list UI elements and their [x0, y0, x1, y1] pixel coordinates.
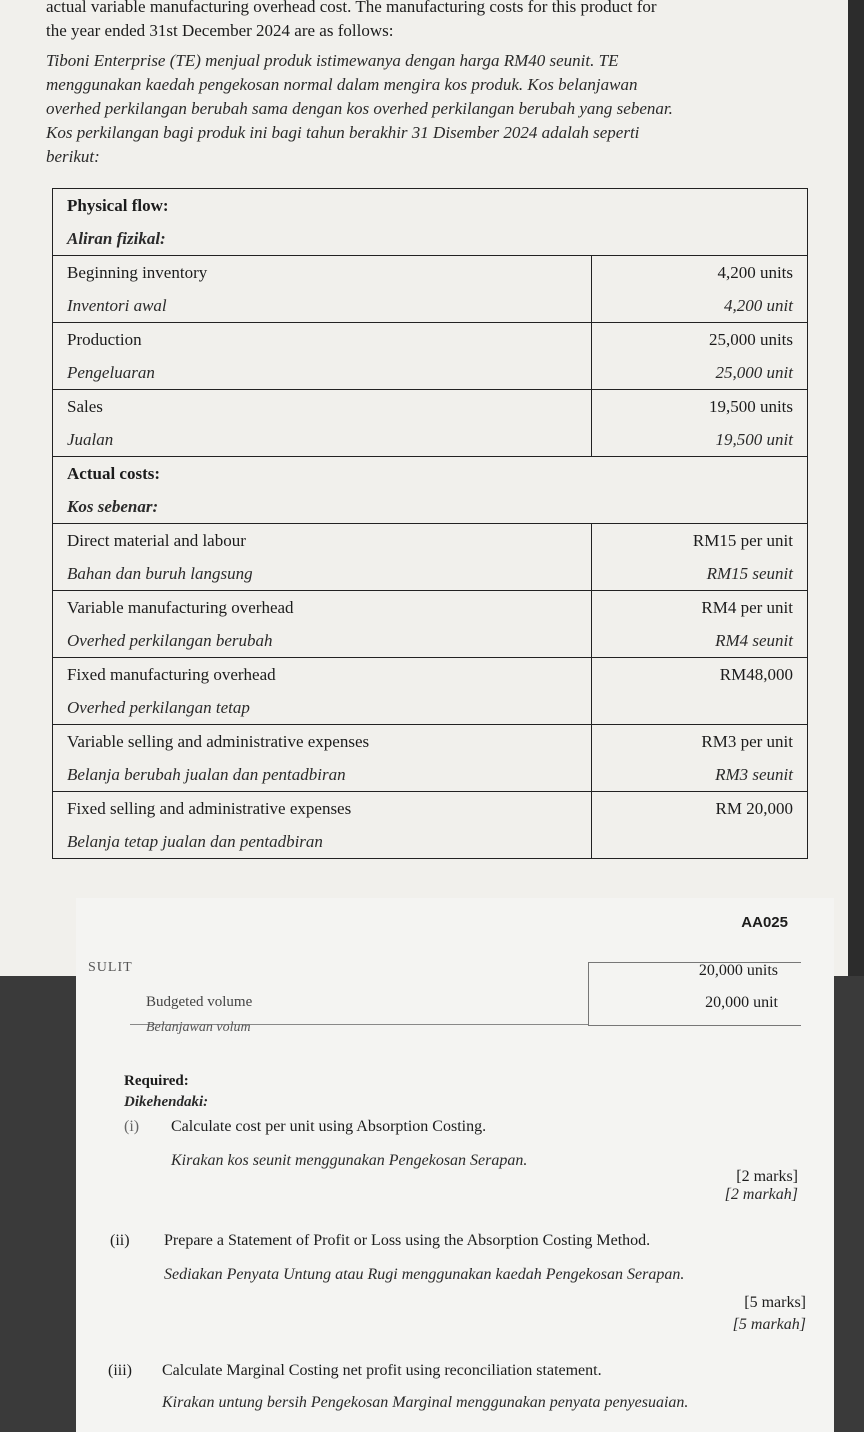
row-value-ms: 25,000 unit [715, 363, 793, 382]
malay-line-4: Kos perkilangan bagi produk ini bagi tahun berakhir 31 Disember 2024 adalah seperti [46, 123, 640, 142]
row-label: Variable selling and administrative expenses [67, 732, 370, 751]
question-number: (ii) [110, 1232, 130, 1249]
paper-code: AA025 [741, 914, 788, 931]
row-value-ms: RM3 seunit [715, 765, 793, 784]
question-marks-ms: [5 markah] [732, 1316, 806, 1333]
table-row [53, 390, 808, 457]
row-value: RM4 per unit [701, 598, 793, 617]
malay-line-1: Tiboni Enterprise (TE) menjual produk istimewanya dengan harga RM40 seunit. TE [46, 51, 619, 70]
row-label-ms: Belanja tetap jualan dan pentadbiran [67, 832, 323, 851]
budget-label: Budgeted volume [146, 994, 253, 1010]
question-text: Calculate Marginal Costing net profit using reconciliation statement. [162, 1362, 602, 1379]
physical-flow-heading: Physical flow: [67, 196, 169, 215]
budget-value: 20,000 units [698, 962, 778, 979]
table-row [53, 658, 808, 725]
question-marks: [5 marks] [744, 1294, 806, 1311]
row-value: RM15 per unit [692, 531, 793, 550]
table-row [53, 591, 808, 658]
row-label-ms: Inventori awal [67, 296, 167, 315]
table-row [53, 256, 808, 323]
row-value: 4,200 units [717, 263, 793, 282]
row-label: Sales [67, 397, 103, 416]
question-marks-ms: [2 markah] [724, 1186, 798, 1203]
row-label-ms: Overhed perkilangan berubah [67, 631, 273, 650]
row-label: Direct material and labour [67, 531, 246, 550]
physical-flow-heading-ms: Aliran fizikal: [67, 229, 166, 248]
table-row [53, 524, 808, 591]
row-label: Fixed manufacturing overhead [67, 665, 276, 684]
question-number: (i) [124, 1118, 140, 1135]
question-text-ms: Sediakan Penyata Untung atau Rugi menggunakan kaedah Pengekosan Serapan. [164, 1266, 685, 1283]
row-value: RM 20,000 [715, 799, 793, 818]
question-text: Calculate cost per unit using Absorption Costing. [171, 1118, 487, 1135]
exam-page-2 [76, 898, 834, 1432]
row-value: RM48,000 [719, 665, 793, 684]
table-row [53, 457, 808, 524]
question-text-ms: Kirakan untung bersih Pengekosan Marginal menggunakan penyata penyesuaian. [162, 1394, 689, 1411]
required-heading-ms: Dikehendaki: [124, 1094, 209, 1110]
malay-line-2: menggunakan kaedah pengekosan normal dalam mengira kos produk. Kos belanjawan [46, 75, 638, 94]
cost-table [52, 188, 808, 859]
page-edge-shadow [848, 0, 864, 976]
row-label-ms: Pengeluaran [67, 363, 155, 382]
row-value-ms: 19,500 unit [715, 430, 793, 449]
question-text: Prepare a Statement of Profit or Loss using the Absorption Costing Method. [164, 1232, 651, 1249]
row-value-ms [606, 825, 793, 858]
row-value-ms: 4,200 unit [724, 296, 793, 315]
row-value-ms: RM15 seunit [706, 564, 793, 583]
intro-line-1: actual variable manufacturing overhead cost. The manufacturing costs for this product for [46, 0, 657, 16]
row-label: Variable manufacturing overhead [67, 598, 294, 617]
table-row [53, 189, 808, 256]
intro-line-2: the year ended 31st December 2024 are as follows: [46, 21, 394, 40]
actual-costs-heading: Actual costs: [67, 464, 161, 483]
row-label-ms: Overhed perkilangan tetap [67, 698, 250, 717]
row-label-ms: Bahan dan buruh langsung [67, 564, 253, 583]
question-text-ms: Kirakan kos seunit menggunakan Pengekosan Serapan. [171, 1152, 528, 1169]
budget-value-ms: 20,000 unit [705, 994, 778, 1011]
row-value: 19,500 units [708, 397, 793, 416]
row-label-ms: Belanja berubah jualan dan pentadbiran [67, 765, 346, 784]
row-label: Beginning inventory [67, 263, 208, 282]
row-value: 25,000 units [708, 330, 793, 349]
budget-label-ms: Belanjawan volum [146, 1020, 251, 1035]
malay-line-5: berikut: [46, 147, 100, 166]
table-row [53, 792, 808, 859]
table-row [53, 323, 808, 390]
required-heading: Required: [124, 1073, 189, 1089]
sulit-label: SULIT [88, 960, 133, 975]
row-value-ms [606, 691, 793, 724]
question-marks: [2 marks] [736, 1168, 798, 1185]
row-value: RM3 per unit [701, 732, 793, 751]
row-label: Fixed selling and administrative expenses [67, 799, 352, 818]
question-number: (iii) [108, 1362, 132, 1379]
actual-costs-heading-ms: Kos sebenar: [67, 497, 159, 516]
malay-line-3: overhed perkilangan berubah sama dengan kos overhed perkilangan berubah yang sebenar. [46, 99, 673, 118]
table-row [53, 725, 808, 792]
row-value-ms: RM4 seunit [715, 631, 793, 650]
row-label-ms: Jualan [67, 430, 114, 449]
row-label: Production [67, 330, 142, 349]
